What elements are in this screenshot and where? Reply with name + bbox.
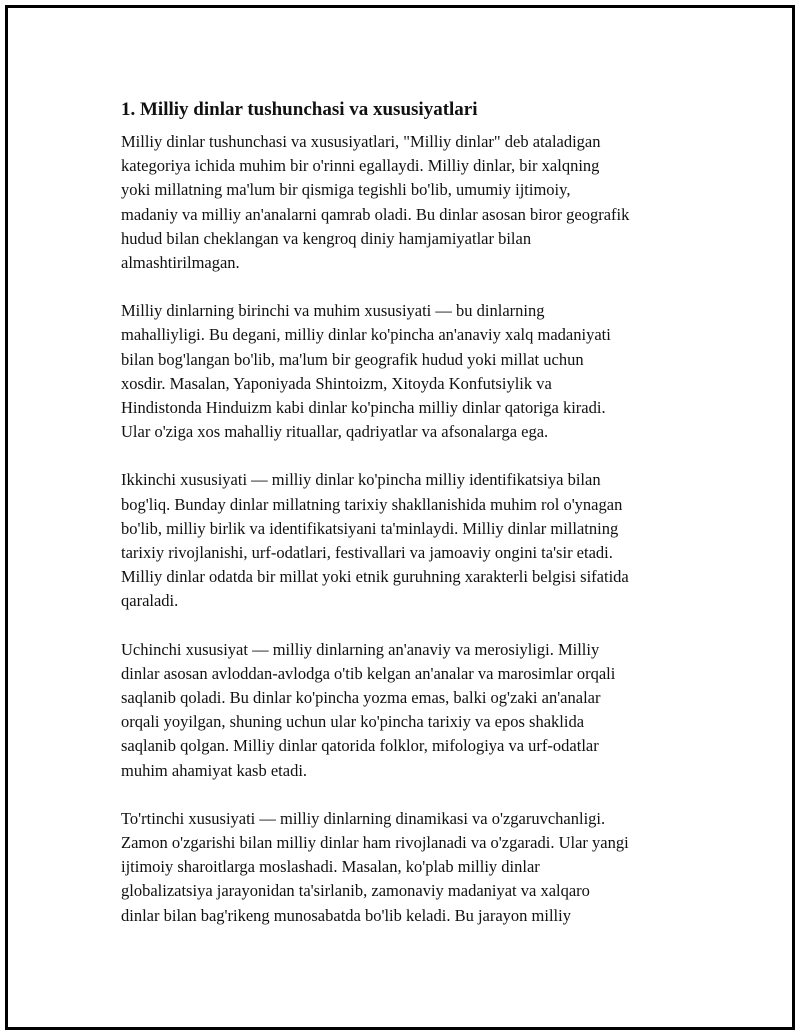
text-line: Hindistonda Hinduizm kabi dinlar ko'pincha milliy dinlar qatoriga kiradi.	[121, 398, 606, 418]
text-line: globalizatsiya jarayonidan ta'sirlanib, zamonaviy madaniyat va xalqaro	[121, 881, 590, 901]
text-line: dinlar asosan avloddan-avlodga o'tib kelgan an'analar va marosimlar orqali	[121, 663, 616, 683]
text-line: Milliy dinlarning birinchi va muhim xususiyati — bu dinlarning	[121, 301, 545, 321]
text-line: bo'lib, milliy birlik va identifikatsiyani ta'minlaydi. Milliy dinlar millatning	[121, 518, 619, 538]
section-heading: 1. Milliy dinlar tushunchasi va xususiyatlari	[121, 99, 478, 120]
text-line: To'rtinchi xususiyati — milliy dinlarning dinamikasi va o'zgaruvchanligi.	[121, 808, 606, 828]
text-line: saqlanib qoladi. Bu dinlar ko'pincha yozma emas, balki og'zaki an'analar	[121, 688, 601, 708]
paragraph-5	[121, 807, 701, 928]
text-line: xosdir. Masalan, Yaponiyada Shintoizm, Xitoyda Konfutsiylik va	[121, 373, 552, 393]
paragraph-3	[121, 468, 701, 613]
text-line: muhim ahamiyat kasb etadi.	[121, 760, 308, 780]
text-line: Milliy dinlar tushunchasi va xususiyatlari, "Milliy dinlar" deb ataladigan	[121, 132, 601, 151]
text-line: Milliy dinlar odatda bir millat yoki etnik guruhning xarakterli belgisi sifatida	[121, 567, 629, 587]
text-line: almashtirilmagan.	[121, 253, 240, 273]
text-line: mahalliyligi. Bu degani, milliy dinlar ko'pincha an'anaviy xalq madaniyati	[121, 325, 611, 345]
text-line: bog'liq. Bunday dinlar millatning tarixiy shakllanishida muhim rol o'ynagan	[121, 494, 623, 514]
text-line: kategoriya ichida muhim bir o'rinni egallaydi. Milliy dinlar, bir xalqning	[121, 156, 600, 176]
text-line: tarixiy rivojlanishi, urf-odatlari, festivallari va jamoaviy ongini ta'sir etadi.	[121, 543, 613, 563]
text-line: qaraladi.	[121, 591, 179, 611]
text-line: Ular o'ziga xos mahalliy rituallar, qadriyatlar va afsonalarga ega.	[121, 422, 549, 442]
text-line: Ikkinchi xususiyati — milliy dinlar ko'pincha milliy identifikatsiya bilan	[121, 470, 601, 490]
paragraph-4	[121, 638, 701, 783]
text-line: yoki millatning ma'lum bir qismiga tegishli bo'lib, umumiy ijtimoiy,	[121, 180, 571, 200]
text-line: orqali yoyilgan, shuning uchun ular ko'pincha tarixiy va epos shaklida	[121, 712, 585, 732]
text-line: dinlar bilan bag'rikeng munosabatda bo'lib keladi. Bu jarayon milliy	[121, 905, 571, 925]
paragraph-2	[121, 299, 701, 444]
text-line: madaniy va milliy an'analarni qamrab oladi. Bu dinlar asosan biror geografik	[121, 204, 630, 224]
text-line: Uchinchi xususiyat — milliy dinlarning an'anaviy va merosiyligi. Milliy	[121, 639, 600, 659]
text-line: ijtimoiy sharoitlarga moslashadi. Masalan, ko'plab milliy dinlar	[121, 857, 540, 877]
paragraph-1	[121, 130, 701, 275]
text-line: bilan bog'langan bo'lib, ma'lum bir geografik hudud yoki millat uchun	[121, 349, 584, 369]
page-frame	[5, 5, 795, 1030]
text-line: saqlanib qolgan. Milliy dinlar qatorida folklor, mifologiya va urf-odatlar	[121, 736, 599, 756]
document-body	[121, 97, 701, 952]
text-line: hudud bilan cheklangan va kengroq diniy hamjamiyatlar bilan	[121, 228, 532, 248]
text-line: Zamon o'zgarishi bilan milliy dinlar ham rivojlanadi va o'zgaradi. Ular yangi	[121, 833, 629, 853]
